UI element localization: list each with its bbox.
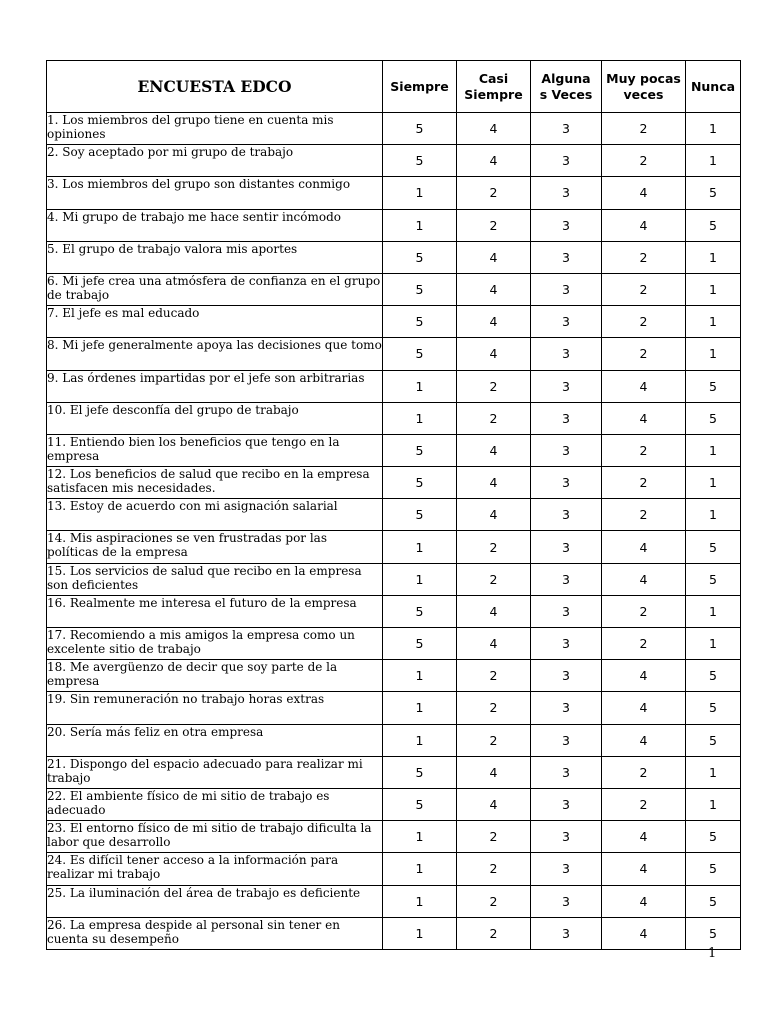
- question-text: 2. Soy aceptado por mi grupo de trabajo: [47, 145, 383, 177]
- score-cell: 3: [531, 402, 602, 434]
- score-cell: 1: [686, 338, 741, 370]
- score-cell: 3: [531, 660, 602, 692]
- question-text: 11. Entiendo bien los beneficios que tengo en la empresa: [47, 434, 383, 466]
- score-cell: 5: [686, 917, 741, 949]
- score-cell: 1: [686, 273, 741, 305]
- option-header-algunas-veces: Alguna s Veces: [531, 61, 602, 113]
- score-cell: 2: [602, 467, 686, 499]
- table-row: [47, 724, 741, 756]
- table-row: [47, 660, 741, 692]
- score-cell: 5: [686, 692, 741, 724]
- score-cell: 3: [531, 885, 602, 917]
- score-cell: 3: [531, 177, 602, 209]
- table-row: [47, 338, 741, 370]
- score-cell: 2: [457, 821, 531, 853]
- table-row: [47, 788, 741, 820]
- score-cell: 1: [686, 467, 741, 499]
- option-header-nunca: Nunca: [686, 61, 741, 113]
- table-row: [47, 306, 741, 338]
- score-cell: 2: [457, 531, 531, 563]
- score-cell: 3: [531, 434, 602, 466]
- score-cell: 5: [383, 756, 457, 788]
- score-cell: 1: [383, 917, 457, 949]
- survey-title: ENCUESTA EDCO: [47, 61, 383, 113]
- question-text: 9. Las órdenes impartidas por el jefe son arbitrarias: [47, 370, 383, 402]
- score-cell: 3: [531, 917, 602, 949]
- question-text: 16. Realmente me interesa el futuro de la empresa: [47, 595, 383, 627]
- score-cell: 3: [531, 853, 602, 885]
- score-cell: 4: [602, 692, 686, 724]
- table-row: [47, 402, 741, 434]
- score-cell: 4: [602, 209, 686, 241]
- question-text: 23. El entorno físico de mi sitio de trabajo dificulta la labor que desarrollo: [47, 821, 383, 853]
- survey-body: [47, 113, 741, 950]
- table-row: [47, 113, 741, 145]
- table-row: [47, 628, 741, 660]
- score-cell: 4: [457, 241, 531, 273]
- question-text: 4. Mi grupo de trabajo me hace sentir incómodo: [47, 209, 383, 241]
- score-cell: 3: [531, 724, 602, 756]
- question-text: 14. Mis aspiraciones se ven frustradas por las políticas de la empresa: [47, 531, 383, 563]
- score-cell: 1: [383, 370, 457, 402]
- table-row: [47, 145, 741, 177]
- score-cell: 2: [457, 724, 531, 756]
- score-cell: 4: [457, 434, 531, 466]
- score-cell: 4: [457, 145, 531, 177]
- score-cell: 4: [457, 113, 531, 145]
- table-row: [47, 885, 741, 917]
- score-cell: 1: [686, 788, 741, 820]
- score-cell: 1: [383, 853, 457, 885]
- question-text: 25. La iluminación del área de trabajo es deficiente: [47, 885, 383, 917]
- table-row: [47, 370, 741, 402]
- score-cell: 2: [602, 306, 686, 338]
- table-row: [47, 756, 741, 788]
- question-text: 21. Dispongo del espacio adecuado para realizar mi trabajo: [47, 756, 383, 788]
- score-cell: 5: [383, 113, 457, 145]
- score-cell: 2: [602, 145, 686, 177]
- score-cell: 2: [602, 756, 686, 788]
- score-cell: 1: [686, 113, 741, 145]
- score-cell: 5: [383, 467, 457, 499]
- survey-table: [46, 60, 741, 950]
- score-cell: 5: [686, 563, 741, 595]
- option-header-casi-siempre: Casi Siempre: [457, 61, 531, 113]
- score-cell: 1: [686, 756, 741, 788]
- score-cell: 4: [602, 724, 686, 756]
- question-text: 24. Es difícil tener acceso a la información para realizar mi trabajo: [47, 853, 383, 885]
- score-cell: 4: [457, 628, 531, 660]
- score-cell: 5: [686, 853, 741, 885]
- score-cell: 3: [531, 209, 602, 241]
- score-cell: 1: [686, 145, 741, 177]
- option-header-siempre: Siempre: [383, 61, 457, 113]
- score-cell: 4: [602, 370, 686, 402]
- question-text: 22. El ambiente físico de mi sitio de trabajo es adecuado: [47, 788, 383, 820]
- score-cell: 3: [531, 306, 602, 338]
- table-row: [47, 853, 741, 885]
- question-text: 6. Mi jefe crea una atmósfera de confianza en el grupo de trabajo: [47, 273, 383, 305]
- score-cell: 4: [457, 338, 531, 370]
- question-text: 7. El jefe es mal educado: [47, 306, 383, 338]
- score-cell: 3: [531, 628, 602, 660]
- score-cell: 2: [457, 692, 531, 724]
- score-cell: 5: [383, 145, 457, 177]
- score-cell: 3: [531, 788, 602, 820]
- score-cell: 1: [383, 563, 457, 595]
- score-cell: 3: [531, 370, 602, 402]
- score-cell: 5: [686, 370, 741, 402]
- score-cell: 2: [457, 370, 531, 402]
- score-cell: 4: [457, 499, 531, 531]
- score-cell: 3: [531, 531, 602, 563]
- score-cell: 2: [457, 402, 531, 434]
- score-cell: 5: [686, 531, 741, 563]
- score-cell: 1: [686, 628, 741, 660]
- score-cell: 2: [457, 563, 531, 595]
- question-text: 5. El grupo de trabajo valora mis aportes: [47, 241, 383, 273]
- score-cell: 5: [686, 209, 741, 241]
- score-cell: 2: [602, 338, 686, 370]
- table-row: [47, 467, 741, 499]
- table-row: [47, 273, 741, 305]
- score-cell: 2: [457, 917, 531, 949]
- header-row: [47, 61, 741, 113]
- score-cell: 2: [602, 241, 686, 273]
- score-cell: 4: [602, 853, 686, 885]
- table-row: [47, 531, 741, 563]
- score-cell: 5: [686, 402, 741, 434]
- score-cell: 3: [531, 273, 602, 305]
- score-cell: 4: [457, 756, 531, 788]
- score-cell: 1: [383, 885, 457, 917]
- score-cell: 5: [383, 241, 457, 273]
- score-cell: 4: [457, 595, 531, 627]
- score-cell: 5: [686, 885, 741, 917]
- score-cell: 2: [457, 177, 531, 209]
- question-text: 20. Sería más feliz en otra empresa: [47, 724, 383, 756]
- table-row: [47, 209, 741, 241]
- question-text: 17. Recomiendo a mis amigos la empresa como un excelente sitio de trabajo: [47, 628, 383, 660]
- table-row: [47, 563, 741, 595]
- question-text: 3. Los miembros del grupo son distantes conmigo: [47, 177, 383, 209]
- score-cell: 3: [531, 467, 602, 499]
- score-cell: 1: [383, 177, 457, 209]
- score-cell: 2: [602, 628, 686, 660]
- score-cell: 4: [602, 917, 686, 949]
- score-cell: 4: [457, 306, 531, 338]
- score-cell: 4: [602, 402, 686, 434]
- option-header-muy-pocas-veces: Muy pocas veces: [602, 61, 686, 113]
- score-cell: 1: [383, 660, 457, 692]
- score-cell: 5: [383, 306, 457, 338]
- score-cell: 2: [602, 273, 686, 305]
- score-cell: 4: [457, 273, 531, 305]
- score-cell: 1: [383, 531, 457, 563]
- score-cell: 5: [686, 660, 741, 692]
- score-cell: 3: [531, 499, 602, 531]
- score-cell: 2: [457, 660, 531, 692]
- score-cell: 3: [531, 595, 602, 627]
- question-text: 8. Mi jefe generalmente apoya las decisiones que tomo: [47, 338, 383, 370]
- table-row: [47, 692, 741, 724]
- score-cell: 3: [531, 241, 602, 273]
- score-cell: 1: [383, 821, 457, 853]
- score-cell: 5: [383, 273, 457, 305]
- question-text: 18. Me avergüenzo de decir que soy parte de la empresa: [47, 660, 383, 692]
- score-cell: 5: [383, 434, 457, 466]
- score-cell: 4: [457, 788, 531, 820]
- table-row: [47, 434, 741, 466]
- score-cell: 1: [686, 306, 741, 338]
- score-cell: 5: [383, 628, 457, 660]
- score-cell: 3: [531, 756, 602, 788]
- question-text: 12. Los beneficios de salud que recibo en la empresa satisfacen mis necesidades.: [47, 467, 383, 499]
- score-cell: 5: [383, 788, 457, 820]
- score-cell: 1: [383, 724, 457, 756]
- score-cell: 3: [531, 113, 602, 145]
- score-cell: 3: [531, 338, 602, 370]
- score-cell: 1: [686, 241, 741, 273]
- score-cell: 4: [457, 467, 531, 499]
- question-text: 10. El jefe desconfía del grupo de trabajo: [47, 402, 383, 434]
- score-cell: 1: [383, 692, 457, 724]
- score-cell: 3: [531, 563, 602, 595]
- score-cell: 2: [602, 595, 686, 627]
- score-cell: 3: [531, 692, 602, 724]
- score-cell: 5: [383, 499, 457, 531]
- score-cell: 2: [602, 788, 686, 820]
- score-cell: 1: [686, 434, 741, 466]
- table-row: [47, 595, 741, 627]
- score-cell: 2: [602, 113, 686, 145]
- question-text: 13. Estoy de acuerdo con mi asignación salarial: [47, 499, 383, 531]
- score-cell: 5: [686, 724, 741, 756]
- score-cell: 1: [383, 209, 457, 241]
- score-cell: 4: [602, 885, 686, 917]
- score-cell: 3: [531, 145, 602, 177]
- score-cell: 1: [686, 499, 741, 531]
- score-cell: 5: [686, 177, 741, 209]
- score-cell: 2: [602, 434, 686, 466]
- score-cell: 4: [602, 563, 686, 595]
- score-cell: 5: [686, 821, 741, 853]
- score-cell: 2: [457, 885, 531, 917]
- score-cell: 3: [531, 821, 602, 853]
- table-row: [47, 241, 741, 273]
- table-row: [47, 917, 741, 949]
- table-row: [47, 499, 741, 531]
- score-cell: 1: [383, 402, 457, 434]
- score-cell: 2: [457, 853, 531, 885]
- table-row: [47, 177, 741, 209]
- score-cell: 2: [602, 499, 686, 531]
- score-cell: 4: [602, 660, 686, 692]
- score-cell: 4: [602, 821, 686, 853]
- table-row: [47, 821, 741, 853]
- score-cell: 4: [602, 531, 686, 563]
- question-text: 1. Los miembros del grupo tiene en cuenta mis opiniones: [47, 113, 383, 145]
- score-cell: 4: [602, 177, 686, 209]
- score-cell: 1: [686, 595, 741, 627]
- question-text: 15. Los servicios de salud que recibo en la empresa son deficientes: [47, 563, 383, 595]
- score-cell: 5: [383, 595, 457, 627]
- score-cell: 2: [457, 209, 531, 241]
- page-number: 1: [708, 946, 717, 961]
- question-text: 26. La empresa despide al personal sin tener en cuenta su desempeño: [47, 917, 383, 949]
- score-cell: 5: [383, 338, 457, 370]
- question-text: 19. Sin remuneración no trabajo horas extras: [47, 692, 383, 724]
